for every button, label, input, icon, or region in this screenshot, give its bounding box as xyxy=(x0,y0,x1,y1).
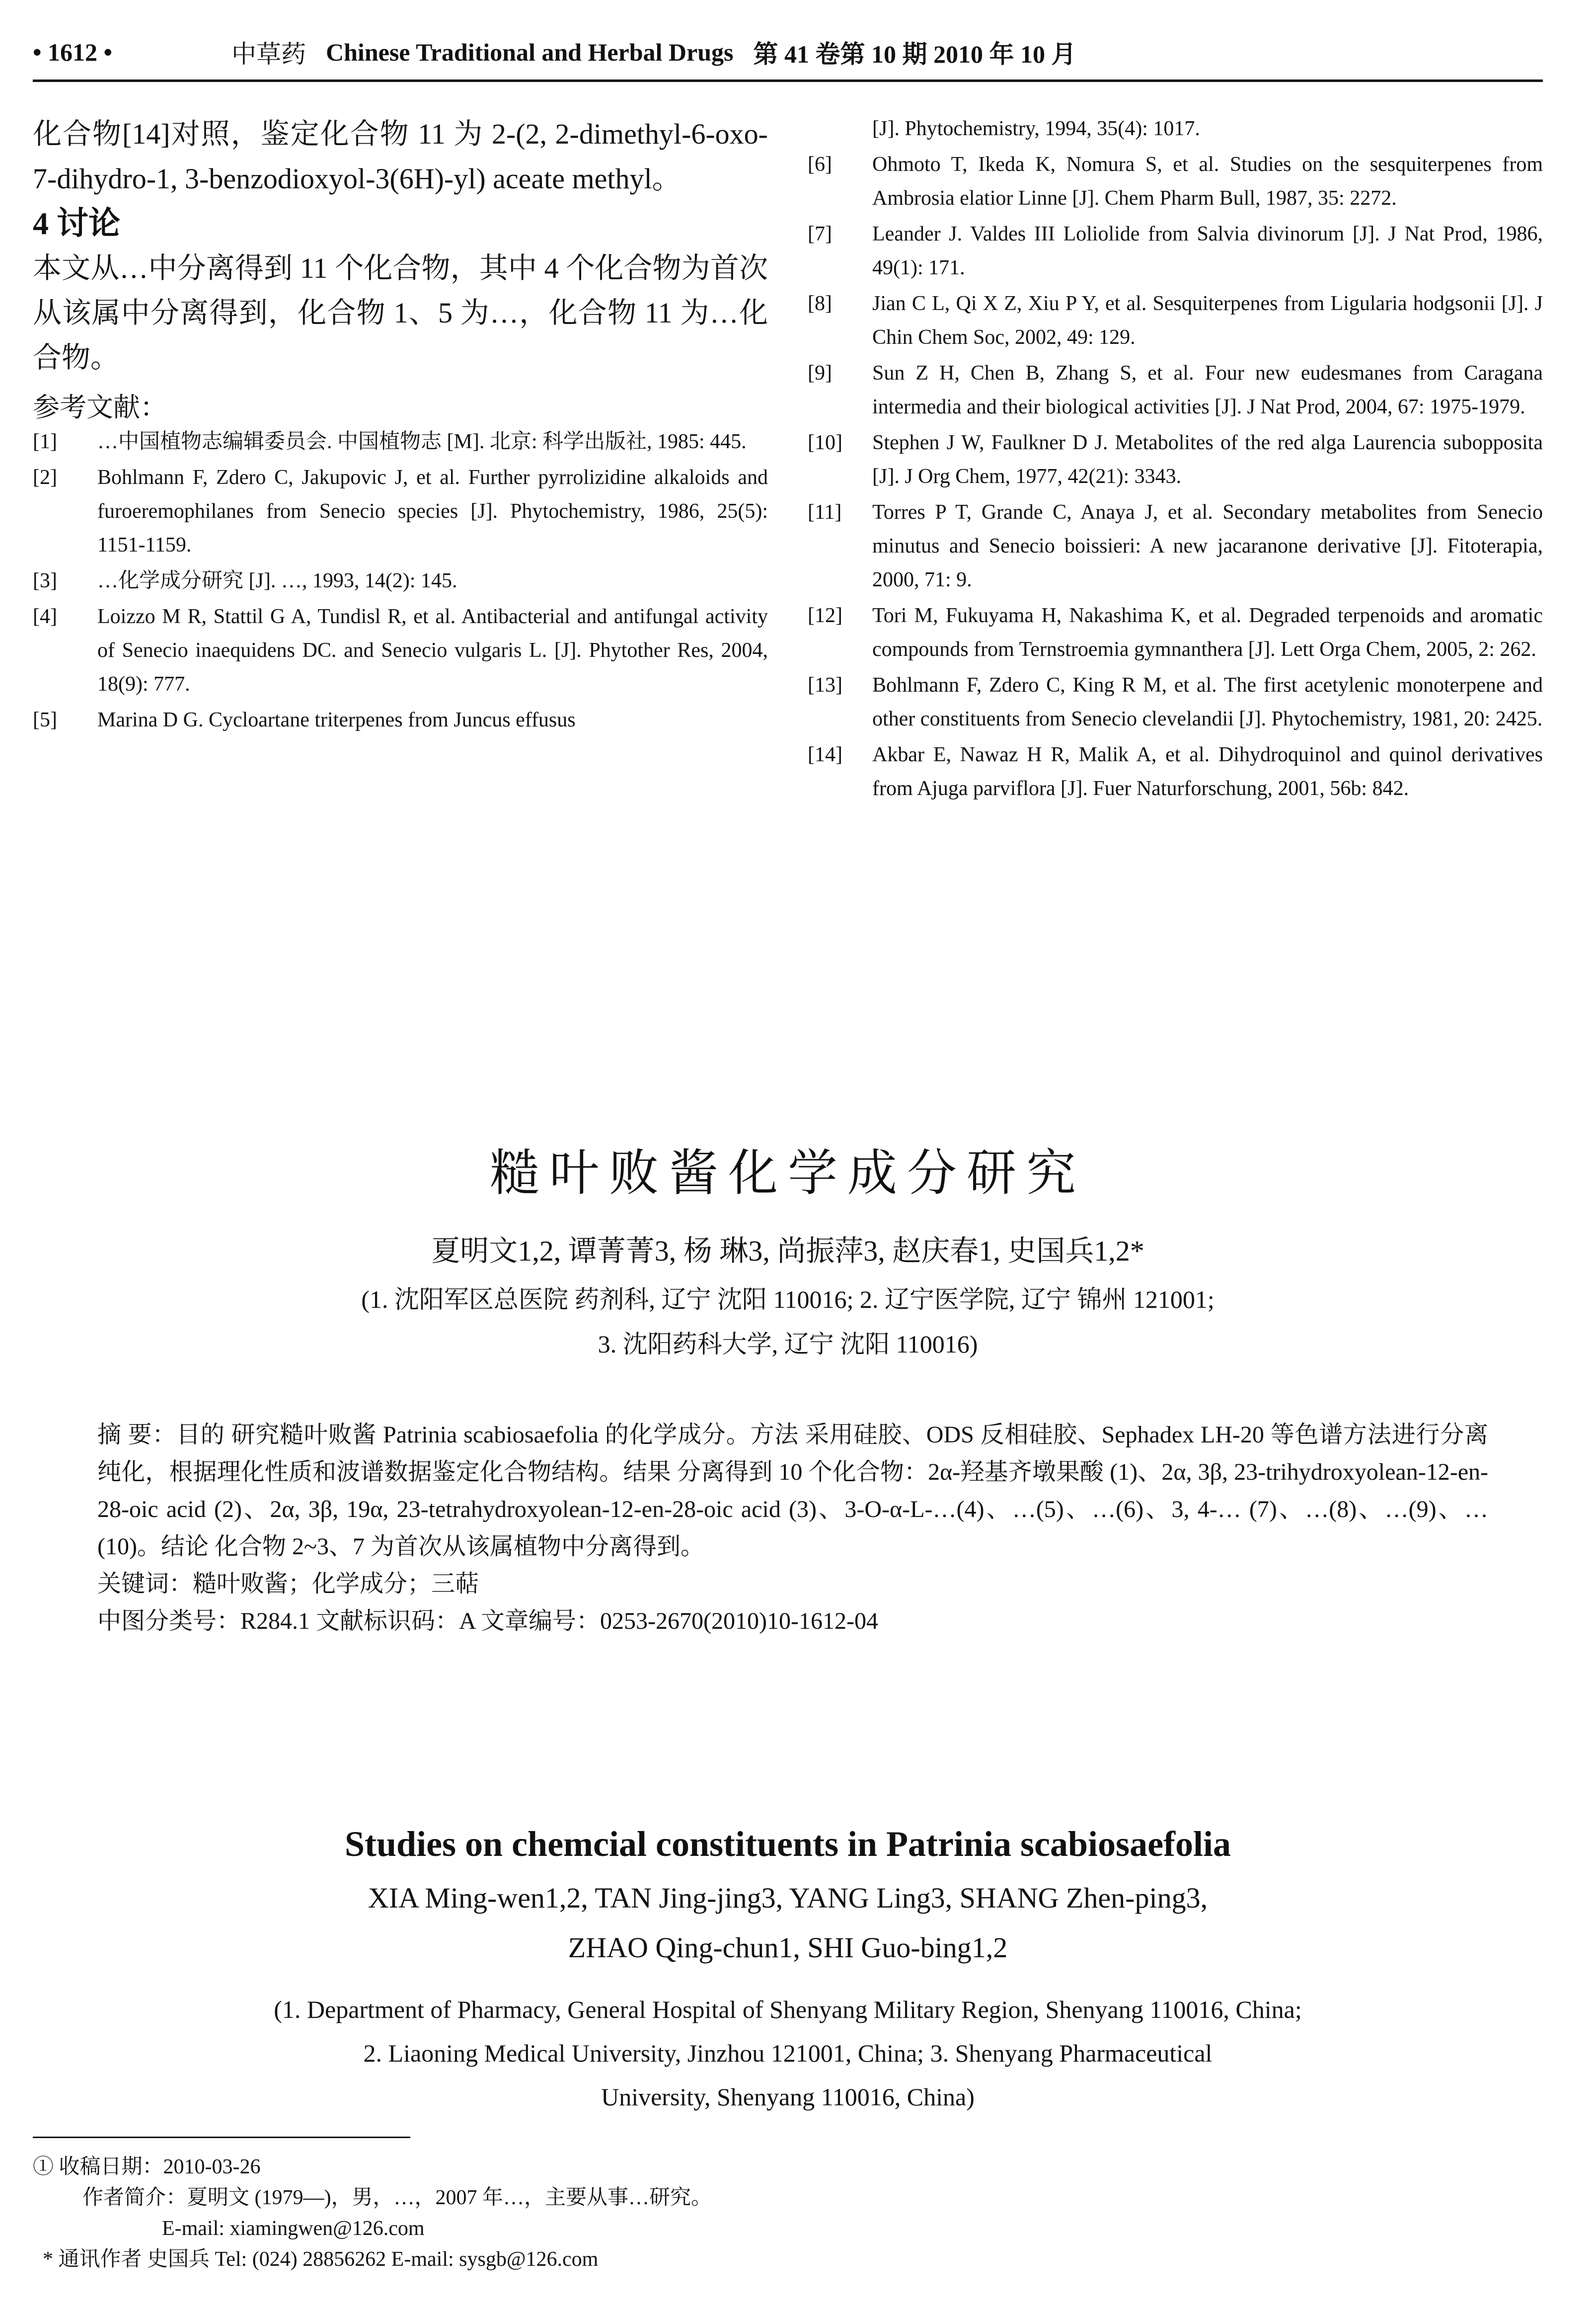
reference-item xyxy=(33,564,768,598)
reference-number: [9] xyxy=(808,362,832,385)
footnote xyxy=(33,2152,1543,2275)
reference-text: Bohlmann F, Zdero C, Jakupovic J, et al. Further pyrrolizidine alkaloids and furoeremophilanes from Senecio species [J]. Phytochemistry, 1986, 25(5): 1151-1159. xyxy=(97,466,768,557)
footnote-author-bio: 作者简介：夏明文 (1979—)，男，…，2007 年…，主要从事…研究。 xyxy=(82,2186,712,2209)
affiliation-en-line: (1. Department of Pharmacy, General Hospital of Shenyang Military Region, Shenyang 110016, China; xyxy=(274,1995,1302,2023)
reference-item xyxy=(808,356,1543,424)
reference-text: Marina D G. Cycloartane triterpenes from Juncus effusus xyxy=(97,709,576,731)
reference-item xyxy=(808,738,1543,805)
reference-number: [2] xyxy=(33,466,57,489)
reference-text: Akbar E, Nawaz H R, Malik A, et al. Dihydroquinol and quinol derivatives from Ajuga parviflora [J]. Fuer Naturforschung, 2001, 56b: 842. xyxy=(872,743,1543,800)
journal-name-en: Chinese Traditional and Herbal Drugs xyxy=(326,38,734,66)
reference-number: [10] xyxy=(808,431,842,454)
reference-text: Sun Z H, Chen B, Zhang S, et al. Four new eudesmanes from Caragana intermedia and their biological activities [J]. J Nat Prod, 2004, 67: 1975-1979. xyxy=(872,362,1543,418)
affiliation-en xyxy=(33,1988,1543,2119)
reference-item xyxy=(33,425,768,459)
journal-page xyxy=(33,25,1543,2271)
reference-number: [5] xyxy=(33,709,57,731)
volume-info: 第 41 卷第 10 期 2010 年 10 月 xyxy=(753,40,1076,68)
left-column xyxy=(33,112,768,739)
reference-text: Tori M, Fukuyama H, Nakashima K, et al. Degraded terpenoids and aromatic compounds from Ternstroemia gymnanthera [J]. Lett Orga Chem, 2005, 2: 262. xyxy=(872,604,1543,661)
reference-text: Jian C L, Qi X Z, Xiu P Y, et al. Sesquiterpenes from Ligularia hodgsonii [J]. J Chin Chem Soc, 2002, 49: 129. xyxy=(872,292,1543,349)
author-list-cn: 夏明文1,2, 谭菁菁3, 杨 琳3, 尚振萍3, 赵庆春1, 史国兵1,2* xyxy=(431,1235,1144,1267)
article-title-cn: 糙叶败酱化学成分研究 xyxy=(490,1146,1086,1201)
author-list-en xyxy=(33,1873,1543,1973)
journal-name-cn: 中草药 xyxy=(231,40,306,68)
reference-item xyxy=(33,461,768,562)
keywords-cn: 关键词：糙叶败酱；化学成分；三萜 xyxy=(97,1571,479,1597)
reference-number: [4] xyxy=(33,605,57,628)
reference-text: Torres P T, Grande C, Anaya J, et al. Secondary metabolites from Senecio minutus and Senecio boissieri: A new jacaranone derivative [J]. Fitoterapia, 2000, 71: 9. xyxy=(872,501,1543,591)
page-number: • 1612 • xyxy=(33,38,113,66)
two-column-body xyxy=(33,112,1543,1056)
paragraph-compound-11: 化合物[14]对照，鉴定化合物 11 为 2-(2, 2-dimethyl-6-oxo-7-dihydro-1, 3-benzodioxyol-3(6H)-yl) aceate methyl。 xyxy=(33,118,768,195)
paragraph-discussion: 本文从…中分离得到 11 个化合物，其中 4 个化合物为首次从该属中分离得到，化合物 1、5 为…，化合物 11 为…化合物。 xyxy=(33,252,768,374)
reference-text: Bohlmann F, Zdero C, King R M, et al. The first acetylenic monoterpene and other constituents from Senecio clevelandii [J]. Phytochemistry, 1981, 20: 2425. xyxy=(872,674,1543,730)
author-list-en-line: XIA Ming-wen1,2, TAN Jing-jing3, YANG Ling3, SHANG Zhen-ping3, xyxy=(368,1882,1208,1914)
reference-item xyxy=(808,599,1543,666)
article-title-en: Studies on chemcial constituents in Patrinia scabiosaefolia xyxy=(344,1824,1231,1864)
reference-text: Stephen J W, Faulkner D J. Metabolites of the red alga Laurencia subopposita [J]. J Org Chem, 1977, 42(21): 3343. xyxy=(872,431,1543,488)
page-header xyxy=(33,25,1543,82)
reference-item xyxy=(808,217,1543,285)
reference-item xyxy=(808,426,1543,493)
reference-text: Leander J. Valdes III Loliolide from Salvia divinorum [J]. J Nat Prod, 1986, 49(1): 171. xyxy=(872,223,1543,279)
references-heading: 参考文献： xyxy=(33,393,167,422)
reference-number: [11] xyxy=(808,501,842,524)
reference-number: [13] xyxy=(808,674,842,697)
affiliation-en-line: 2. Liaoning Medical University, Jinzhou 121001, China; 3. Shenyang Pharmaceutical xyxy=(363,2039,1213,2067)
reference-item xyxy=(808,287,1543,354)
abstract-cn xyxy=(97,1416,1488,1640)
affiliation-cn-line: 3. 沈阳药科大学, 辽宁 沈阳 110016) xyxy=(598,1330,978,1358)
affiliation-cn-line: (1. 沈阳军区总医院 药剂科, 辽宁 沈阳 110016; 2. 辽宁医学院, 辽宁 锦州 121001; xyxy=(361,1285,1215,1313)
reference-text: …化学成分研究 [J]. …, 1993, 14(2): 145. xyxy=(97,569,457,592)
section-title-discussion: 4 讨论 xyxy=(33,206,120,241)
reference-number: [7] xyxy=(808,223,832,245)
reference-text: …中国植物志编辑委员会. 中国植物志 [M]. 北京: 科学出版社, 1985: 445. xyxy=(97,430,747,453)
affiliation-en-line: University, Shenyang 110016, China) xyxy=(601,2083,975,2111)
reference-number: [14] xyxy=(808,743,842,766)
reference-text: Loizzo M R, Stattil G A, Tundisl R, et al. Antibacterial and antifungal activity of Senecio inaequidens DC. and Senecio vulgaris L. [J]. Phytother Res, 2004, 18(9): 777. xyxy=(97,605,768,696)
affiliation-cn xyxy=(33,1277,1543,1366)
reference-item xyxy=(808,495,1543,597)
reference-item xyxy=(33,703,768,737)
footnote-received: ① 收稿日期：2010-03-26 xyxy=(33,2155,261,2178)
reference-number: [8] xyxy=(808,292,832,315)
reference-item xyxy=(808,148,1543,215)
reference-item xyxy=(808,668,1543,736)
reference-number: [12] xyxy=(808,604,842,627)
author-list-en-line: ZHAO Qing-chun1, SHI Guo-bing1,2 xyxy=(568,1931,1008,1964)
reference-number: [6] xyxy=(808,153,832,176)
reference-number xyxy=(808,112,872,146)
classification-line: 中图分类号：R284.1 文献标识码：A 文章编号：0253-2670(2010)10-1612-04 xyxy=(97,1608,878,1634)
reference-item xyxy=(33,600,768,701)
footnote-email: E-mail: xiamingwen@126.com xyxy=(162,2217,425,2240)
reference-text: [J]. Phytochemistry, 1994, 35(4): 1017. xyxy=(872,117,1200,140)
footnote-corresponding: * 通讯作者 史国兵 Tel: (024) 28856262 E-mail: sysgb@126.com xyxy=(43,2248,599,2271)
right-column xyxy=(808,112,1543,807)
footnote-divider xyxy=(33,2137,410,2138)
reference-number: [1] xyxy=(33,430,57,453)
reference-text: Ohmoto T, Ikeda K, Nomura S, et al. Studies on the sesquiterpenes from Ambrosia elatior Linne [J]. Chem Pharm Bull, 1987, 35: 2272. xyxy=(872,153,1543,210)
abstract-cn-text: 摘 要：目的 研究糙叶败酱 Patrinia scabiosaefolia 的化学成分。方法 采用硅胶、ODS 反相硅胶、Sephadex LH-20 等色谱方法进行分离纯化，根据理化性质和波谱数据鉴定化合物结构。结果 分离得到 10 个化合物：2α-羟基齐墩果酸 (1)、2α, 3β, 23-trihydroxyolean-12-en-28-oic acid (2)、2α, 3β, 19α, 23-tetrahydroxyolean-12-en-28-oic acid (3)、3-O-α-L-…(4)、…(5)、…(6)、3, 4-… (7)、…(8)、…(9)、…(10)。结论 化合物 2~3、7 为首次从该属植物中分离得到。 xyxy=(97,1422,1488,1560)
reference-item xyxy=(808,112,1543,146)
reference-number: [3] xyxy=(33,569,57,592)
